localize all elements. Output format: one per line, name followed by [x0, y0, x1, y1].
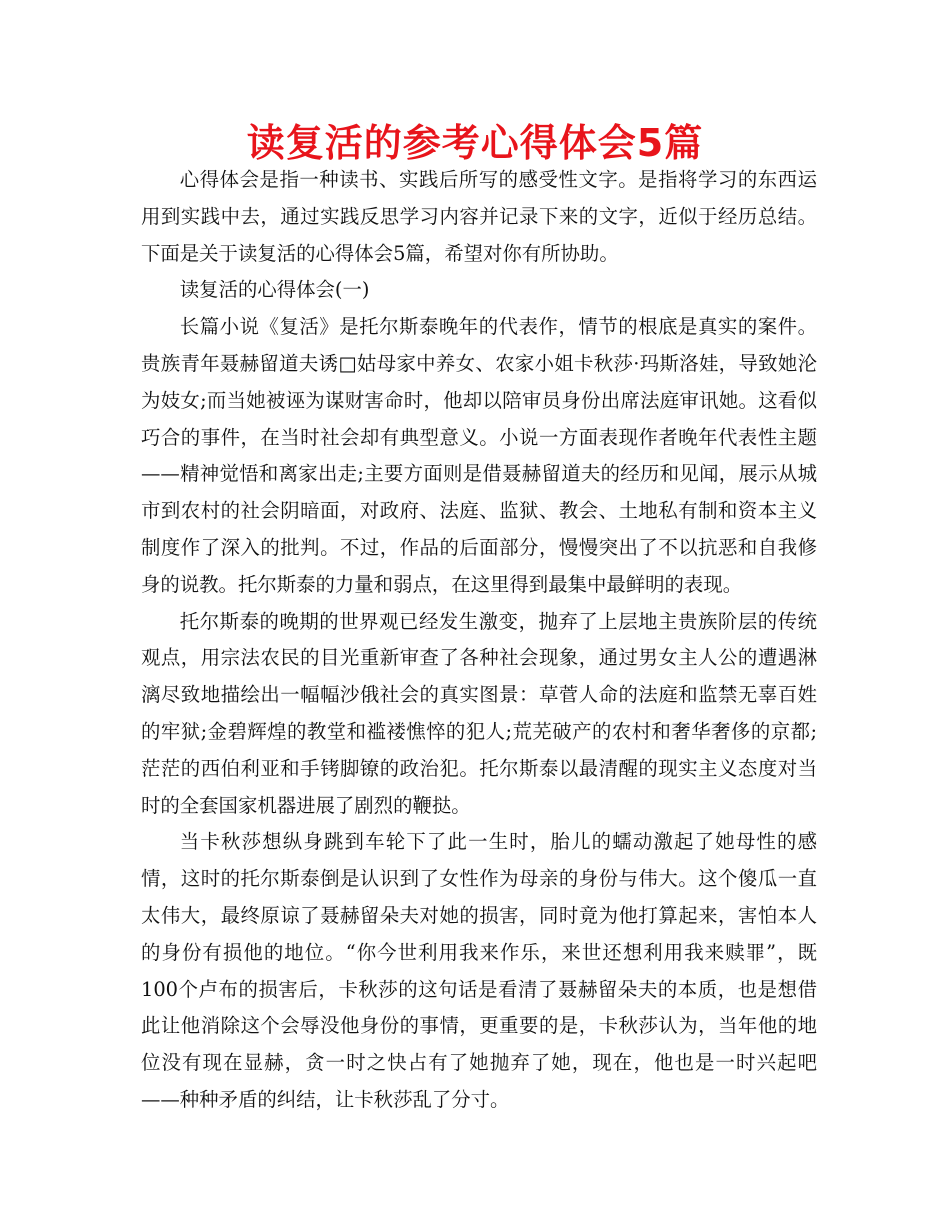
body-paragraph: 托尔斯泰的晚期的世界观已经发生激变，抛弃了上层地主贵族阶层的传统观点，用宗法农民的目光重新审查了各种社会现象，通过男女主人公的遭遇淋漓尽致地描绘出一幅幅沙俄社会的真实图景：草菅人命的法庭和监禁无辜百姓的牢狱;金碧辉煌的教堂和褴褛憔悴的犯人;荒芜破产的农村和奢华奢侈的京都;茫茫的西伯利亚和手铐脚镣的政治犯。托尔斯泰以最清醒的现实主义态度对当时的全套国家机器进展了剧烈的鞭挞。	[141, 609, 817, 817]
document-body	[141, 162, 817, 1119]
section-heading: 读复活的心得体会(一)	[179, 278, 370, 302]
body-paragraph: 长篇小说《复活》是托尔斯泰晚年的代表作，情节的根底是真实的案件。贵族青年聂赫留道夫诱□姑母家中养女、农家小姐卡秋莎·玛斯洛娃，导致她沦为妓女;而当她被诬为谋财害命时，他却以陪审员身份出席法庭审讯她。这看似巧合的事件，在当时社会却有典型意义。小说一方面表现作者晚年代表性主题——精神觉悟和离家出走;主要方面则是借聂赫留道夫的经历和见闻，展示从城市到农村的社会阴暗面，对政府、法庭、监狱、教会、土地私有制和资本主义制度作了深入的批判。不过，作品的后面部分，慢慢突出了不以抗恶和自我修身的说教。托尔斯泰的力量和弱点，在这里得到最集中最鲜明的表现。	[141, 315, 817, 596]
document-title: 读复活的参考心得体会5篇	[246, 121, 704, 165]
intro-paragraph: 心得体会是指一种读书、实践后所写的感受性文字。是指将学习的东西运用到实践中去，通过实践反思学习内容并记录下来的文字，近似于经历总结。下面是关于读复活的心得体会5篇，希望对你有所协助。	[141, 168, 817, 265]
body-paragraph: 当卡秋莎想纵身跳到车轮下了此一生时，胎儿的蠕动激起了她母性的感情，这时的托尔斯泰倒是认识到了女性作为母亲的身份与伟大。这个傻瓜一直太伟大，最终原谅了聂赫留朵夫对她的损害，同时竟为他打算起来，害怕本人的身份有损他的地位。“你今世利用我来作乐，来世还想利用我来赎罪”，既100个卢布的损害后，卡秋莎的这句话是看清了聂赫留朵夫的本质，也是想借此让他消除这个会辱没他身份的事情，更重要的是，卡秋莎认为，当年他的地位没有现在显赫，贪一时之快占有了她抛弃了她，现在，他也是一时兴起吧——种种矛盾的纠结，让卡秋莎乱了分寸。	[141, 830, 817, 1111]
